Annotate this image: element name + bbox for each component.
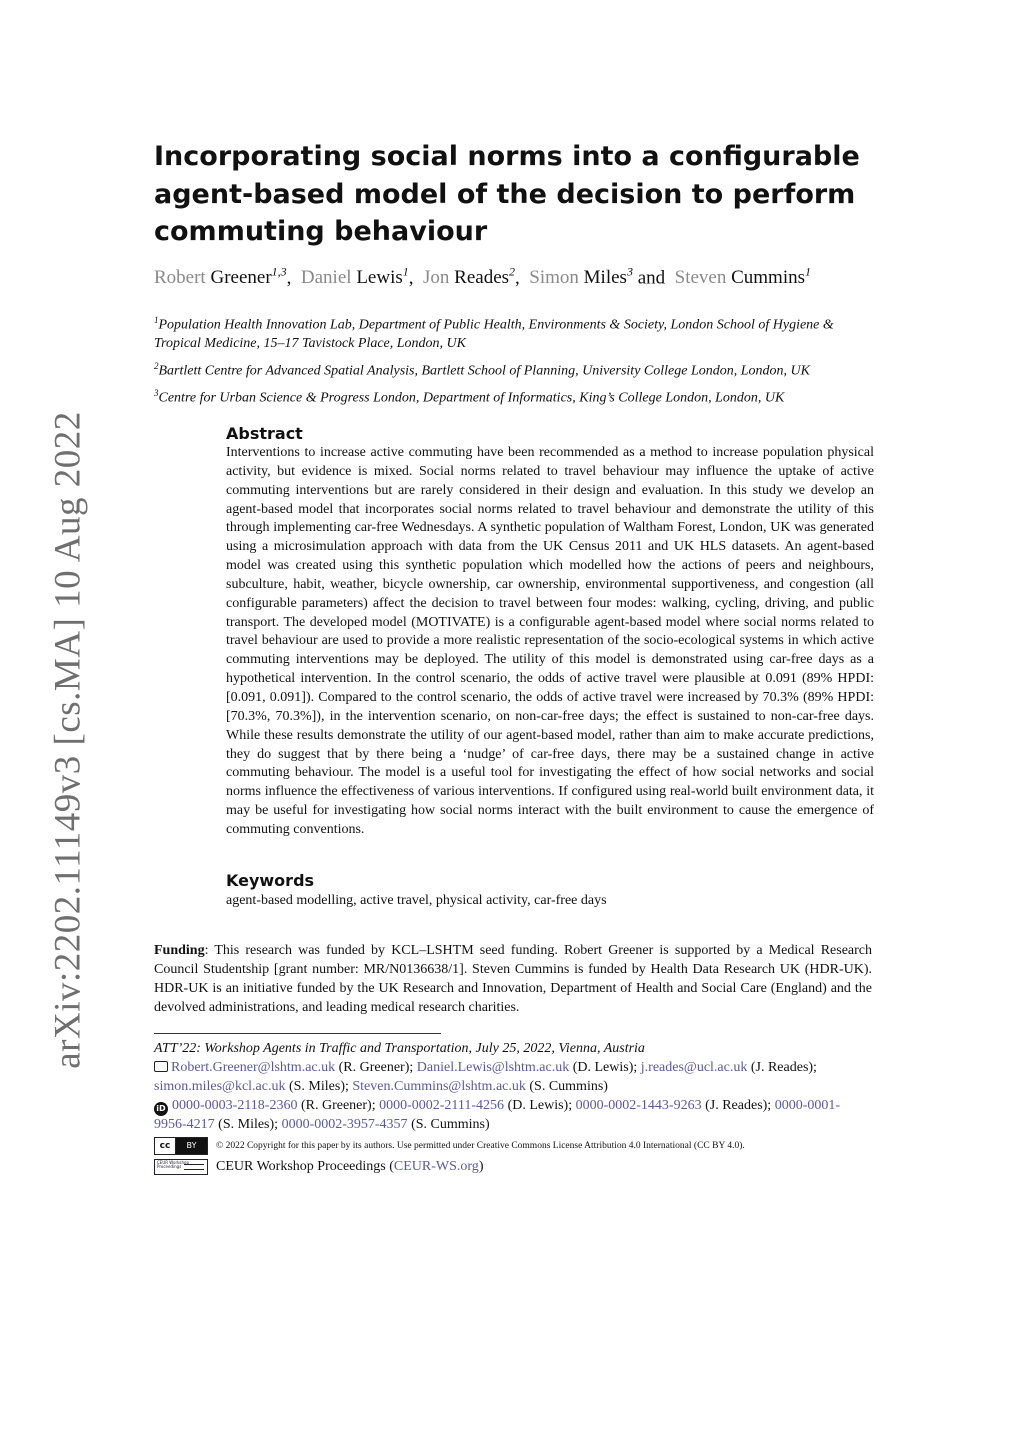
abstract-heading: Abstract [226, 424, 303, 443]
keywords-section [226, 871, 874, 910]
orcid-link[interactable]: 0000-0002-2111-4256 [379, 1097, 505, 1113]
proceedings-line: CEUR Workshop Proceedings CEUR Workshop Proceedings ( CEUR-WS.org ) [154, 1158, 872, 1177]
orcid-icon: iD [154, 1102, 168, 1116]
email-link[interactable]: Robert.Greener@lshtm.ac.uk [171, 1059, 336, 1075]
orcid-link[interactable]: 0000-0002-3957-4357 [281, 1116, 408, 1132]
affiliation: $^3$Centre for Urban Science & Progress London, Department of Informatics, King’s College London, London, UK [154, 388, 785, 406]
cc-by-icon: cc BY [154, 1137, 208, 1155]
email-link[interactable]: Steven.Cummins@lshtm.ac.uk [352, 1078, 526, 1094]
funding-note: Funding: This research was funded by KCL–LSHTM seed funding. Robert Greener is supported by a Medical Research Council Studentship [grant number: MR/N0136638/1]. Steven Cummins is funded by Health Data Research UK (HDR-UK). HDR-UK is an initiative funded by the UK Research and Innovation, Department of Health and Social Care (England) and the devolved administrations, and leading medical research charities. [154, 943, 872, 1015]
keywords-heading: Keywords [226, 871, 315, 890]
envelope-icon [154, 1061, 168, 1072]
author: Jon Reades$^2$ [423, 265, 516, 289]
footnotes [154, 1040, 872, 1176]
arxiv-stamp: arXiv:2202.11149v3 [cs.MA] 10 Aug 2022 [47, 411, 89, 1069]
author: Steven Cummins$^1$ [674, 265, 811, 289]
author: Simon Miles$^3$ [529, 265, 633, 289]
keywords-text: agent-based modelling, active travel, physical activity, car-free days [226, 893, 607, 908]
license-text: © 2022 Copyright for this paper by its authors. Use permitted under Creative Commons License Attribution 4.0 International (CC BY 4.0). [216, 1140, 745, 1151]
author: Robert Greener$^{1,3}$ [154, 265, 287, 289]
affiliation: $^2$Bartlett Centre for Advanced Spatial Analysis, Bartlett School of Planning, University College London, London, UK [154, 360, 810, 379]
ceur-link[interactable]: CEUR-WS.org [393, 1158, 479, 1174]
paper-title: Incorporating social norms into a configurable agent-based model of the decision to perform commuting behaviour [154, 141, 860, 247]
conference-note: ATT’22: Workshop Agents in Traffic and Transportation, July 25, 2022, Vienna, Austria [154, 1041, 645, 1056]
email-line: Robert.Greener@lshtm.ac.uk (R. Greener); Daniel.Lewis@lshtm.ac.uk (D. Lewis); j.reades@ucl.ac.uk (J. Reades); simon.miles@kcl.ac.uk (S. Miles); Steven.Cummins@lshtm.ac.uk (S. Cummins) [154, 1059, 817, 1094]
abstract-section [226, 424, 874, 840]
author: Daniel Lewis$^1$ [300, 265, 409, 289]
abstract-text: Interventions to increase active commuting have been recommended as a method to increase population physical activity, but evidence is mixed. Social norms related to travel behaviour may influence the uptake of active commuting interventions but are rarely considered in their design and evaluation. In this study we develop an agent-based model that incorporates social norms related to travel behaviour and demonstrate the utility of this through implementing car-free Wednesdays. A synthetic population of Waltham Forest, London, UK was generated using a microsimulation approach with data from the UK Census 2011 and UK HLS datasets. An agent-based model was created using this synthetic population which modelled how the actions of peers and neighbours, subculture, habit, weather, bicycle ownership, car ownership, environmental supportiveness, and congestion (all configurable parameters) affect the decision to travel between four modes: walking, cycling, driving, and public transport. The developed model (MOTIVATE) is a configurable agent-based model where social norms related to travel behaviour are used to provide a more realistic representation of the socio-ecological systems in which active commuting interventions may be deployed. The utility of this model is demonstrated using car-free days as a hypothetical intervention. In the control scenario, the odds of active travel were plausible at 0.091 (89% HPDI: [0.091, 0.091]). Compared to the control scenario, the odds of active travel were increased by 70.3% (89% HPDI: [70.3%, 70.3%]), in the intervention scenario, on non-car-free days; the effect is sustained to non-car-free days. While these results demonstrate the utility of our agent-based model, rather than aim to make accurate predictions, they do suggest that by there being a ‘nudge’ of car-free days, there may be a sustained change in active commuting behaviour. The model is a useful tool for investigating the effect of how social networks and social norms influence the effectiveness of various interventions. If configured using real-world built environment data, it may be useful for investigating how social norms interact with the built environment to cause the emergence of commuting conventions. [226, 445, 874, 837]
email-link[interactable]: simon.miles@kcl.ac.uk [154, 1078, 286, 1094]
license-line [154, 1137, 872, 1156]
orcid-line: iD 0000-0003-2118-2360 (R. Greener); 0000-0002-2111-4256 (D. Lewis); 0000-0002-1443-9263 (J. Reades); 0000-0001-9956-4217 (S. Miles); 0000-0002-3957-4357 (S. Cummins) [154, 1097, 841, 1132]
affiliation: $^1$Population Health Innovation Lab, Department of Public Health, Environments & Society, London School of Hygiene & Tropical Medicine, 15–17 Tavistock Place, London, UK [154, 315, 834, 352]
orcid-link[interactable]: 0000-0002-1443-9263 [575, 1097, 702, 1113]
email-link[interactable]: Daniel.Lewis@lshtm.ac.uk [416, 1059, 570, 1075]
author-list: Robert Greener$^{1,3}$, Daniel Lewis$^1$, Jon Reades$^2$, Simon Miles$^3$ and Steven Cummins$^1$ [154, 265, 811, 289]
ceur-logo-icon: CEUR Workshop Proceedings [154, 1159, 208, 1175]
email-link[interactable]: j.reades@ucl.ac.uk [640, 1059, 748, 1075]
orcid-link[interactable]: 0000-0003-2118-2360 [172, 1097, 298, 1113]
orcid-link[interactable]: 0000-0001-9956-4217 [154, 1097, 841, 1132]
footnote-rule [154, 1033, 441, 1034]
affiliations [154, 311, 876, 411]
